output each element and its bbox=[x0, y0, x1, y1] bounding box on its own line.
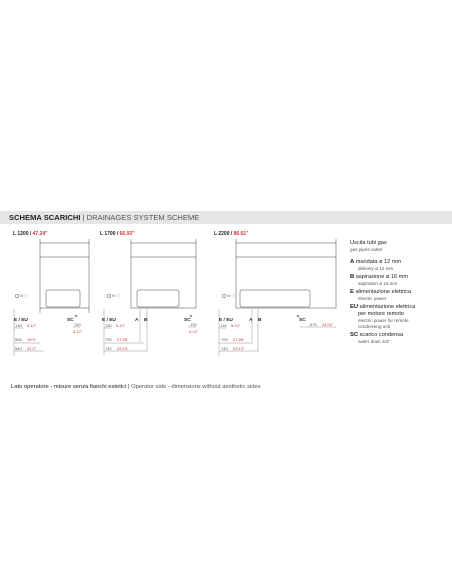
legend-item-e bbox=[350, 289, 450, 302]
key-a-1700: A bbox=[135, 318, 139, 323]
legend-italian: aspirazione ø 16 mm bbox=[355, 274, 408, 280]
outlet-mark-1700: W ⓘ bbox=[112, 294, 120, 298]
dim-text: 740 bbox=[105, 346, 112, 351]
key-eeu-1700: E / EU bbox=[102, 318, 116, 323]
legend-english: aspiration ø 16 mm bbox=[358, 281, 398, 286]
legend-english: electric power for remote bbox=[358, 318, 409, 323]
model-size: L 2200 / bbox=[214, 231, 233, 237]
legend-english: water drain 3/4" bbox=[358, 339, 391, 344]
unit-drawing-1200 bbox=[15, 239, 89, 317]
legend-item-b bbox=[350, 274, 450, 287]
dim-text: 540 bbox=[15, 346, 22, 351]
legend-english: electric power bbox=[358, 296, 387, 301]
legend-heading-english: gas pipes outlet bbox=[350, 247, 383, 252]
legend bbox=[350, 240, 450, 345]
legend-key: EU bbox=[350, 304, 359, 310]
legend-key: A bbox=[350, 259, 355, 265]
dim-text-inch: 27.56" bbox=[233, 337, 245, 342]
dim-text: 130 bbox=[105, 323, 112, 328]
caption-english: Operator side - dimensions without aesthetic sides bbox=[131, 384, 261, 390]
dim-text: 130 bbox=[74, 322, 81, 327]
key-sc-2200: SC bbox=[299, 318, 306, 323]
dim-text-inch: 19.9" bbox=[27, 337, 37, 342]
legend-key: B bbox=[350, 274, 355, 280]
title-italian: SCHEMA SCARICHI bbox=[9, 213, 81, 222]
key-b-2200: B bbox=[258, 318, 262, 323]
model-inch: 47.24" bbox=[31, 231, 48, 237]
legend-english: delivery ø 12 mm bbox=[358, 266, 394, 271]
legend-key: SC bbox=[350, 332, 359, 338]
title-separator: | bbox=[80, 213, 87, 222]
dim-text: 740 bbox=[221, 346, 228, 351]
legend-italian-line2: per motore remoto bbox=[358, 311, 405, 317]
outlet-mark-2200: W ⓘ bbox=[227, 294, 235, 298]
legend-italian: alimentazione elettrica bbox=[355, 289, 412, 295]
legend-heading: Uscita tubi gas bbox=[350, 240, 387, 246]
dim-text: 130 bbox=[190, 322, 197, 327]
dim-text-inch: 27.56" bbox=[117, 337, 129, 342]
model-inch: 86.61" bbox=[232, 231, 249, 237]
key-a-2200: A bbox=[249, 318, 253, 323]
legend-item-eu bbox=[350, 304, 450, 330]
dim-text: 506 bbox=[15, 337, 22, 342]
dim-text: 700 bbox=[221, 337, 228, 342]
model-size: L 1700 / bbox=[100, 231, 119, 237]
key-eeu-1200: E / EU bbox=[14, 318, 28, 323]
key-sc-1700: SC bbox=[184, 318, 191, 323]
model-size: L 1200 / bbox=[13, 231, 32, 237]
dim-text-inch: 24.02" bbox=[322, 322, 334, 327]
model-inch: 66.93" bbox=[118, 231, 135, 237]
key-b-1700: B bbox=[144, 318, 148, 323]
dim-text-inch: 29.13" bbox=[117, 346, 129, 351]
dim-text: 130 bbox=[15, 323, 22, 328]
legend-item-a bbox=[350, 259, 450, 272]
dim-text: 700 bbox=[105, 337, 112, 342]
dim-text-inch: 5.12" bbox=[116, 323, 126, 328]
caption-italian: Lato operatore - misure senza fianchi estetici bbox=[11, 384, 127, 390]
legend-italian: mandata ø 12 mm bbox=[355, 259, 402, 265]
legend-item-sc bbox=[350, 332, 450, 345]
dim-text-inch: 5.12" bbox=[189, 329, 199, 334]
title-english: DRAINAGES SYSTEM SCHEME bbox=[86, 213, 200, 222]
dim-text-inch: 21.2" bbox=[27, 346, 37, 351]
legend-italian: scarico condensa bbox=[359, 332, 404, 338]
legend-key: E bbox=[350, 289, 354, 295]
dim-text-inch: 5.12" bbox=[231, 323, 241, 328]
key-eeu-2200: E / EU bbox=[219, 318, 233, 323]
legend-english-line2: condensing unit bbox=[358, 324, 391, 329]
unit-drawing-2200 bbox=[222, 239, 336, 317]
dim-text: 130 bbox=[220, 323, 227, 328]
key-sc-1200: SC bbox=[67, 318, 74, 323]
dim-text-inch: 5.12" bbox=[27, 323, 37, 328]
dim-text-inch: 29.13" bbox=[233, 346, 245, 351]
caption bbox=[11, 384, 261, 390]
caption-separator: | bbox=[126, 384, 132, 390]
outlet-mark-1200: W ⓘ bbox=[20, 294, 28, 298]
dim-text-inch: 5.12" bbox=[73, 329, 83, 334]
dim-text: 670 bbox=[310, 322, 317, 327]
unit-drawing-1700 bbox=[107, 239, 196, 317]
legend-italian: alimentazione elettrica bbox=[359, 304, 416, 310]
